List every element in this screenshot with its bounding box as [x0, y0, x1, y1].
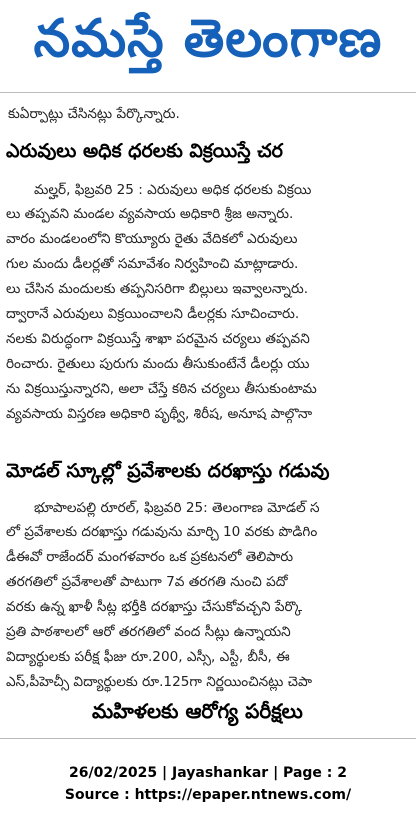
article-line: ద్వారానే ఎరువులు విక్రయించాలని డీలర్లకు సూచించారు. — [6, 306, 300, 322]
article-headline-women-health: మహిళలకు ఆరోగ్య పరీక్షలు — [92, 699, 303, 723]
article-line: తరగతిలో ప్రవేశాలతో పాటుగా 7వ తరగతి నుంచి పదో — [6, 574, 288, 590]
previous-article-tail: కుఏర్పాట్లు చేసినట్లు పేర్కొన్నారు. — [8, 106, 180, 122]
article-headline-model-school: మోడల్ స్కూల్లో ప్రవేశాలకు దరఖాస్తు గడువు — [6, 460, 330, 482]
edition-info: 26/02/2025 | Jayashankar | Page : 2 — [69, 765, 347, 781]
article-line: నలకు విరుద్ధంగా విక్రయిస్తే శాఖా పరమైన చర్యలు తప్పవని — [6, 331, 310, 347]
article-line: గుల మందు డీలర్లతో సమావేశం నిర్వహించి మాట్లాడారు. — [6, 256, 299, 272]
article-line: వారం మండలంలోని కొయ్యూరు రైతు వేదికలో ఎరువులు — [6, 231, 298, 247]
article-line: ను విక్రయిస్తున్నారని, అలా చేస్తే కఠిన చర్యలు తీసుకుంటామ — [6, 381, 317, 397]
article-line: ప్రతి పాఠశాలలో ఆరో తరగతిలో వంద సీట్లు ఉన్నాయని — [6, 624, 291, 640]
source-link[interactable]: Source : https://epaper.ntnews.com/ — [64, 787, 352, 803]
article-line: డీఈవో రాజేందర్ మంగళవారం ఒక ప్రకటనలో తెలిపారు — [6, 549, 294, 565]
article-line: లు చేసిన మందులకు తప్పనిసరిగా బిల్లులు ఇవ్వాలన్నారు. — [6, 281, 309, 297]
article-line: రించారు. రైతులు పురుగు మందు తీసుకుంటేనే డీలర్లు యు — [6, 356, 310, 372]
newspaper-masthead: నమస్తే తెలంగాణ — [33, 8, 383, 69]
article-line: విద్యార్థులకు పరీక్ష ఫీజు రూ.200, ఎస్సీ, ఎస్టీ, బీసీ, ఈ — [6, 649, 290, 665]
article-line: భూపాలపల్లి రూరల్, ఫిబ్రవరి 25: తెలంగాణ మోడల్ స — [34, 500, 320, 516]
footer-divider — [0, 738, 416, 739]
masthead-divider — [0, 92, 416, 93]
article-line: లు తప్పవని మండల వ్యవసాయ అధికారి శ్రీజ అన్నారు. — [6, 206, 294, 222]
article-line: లో ప్రవేశాలకు దరఖాస్తు గడువును మార్చి 10 వరకు పొడిగిం — [6, 524, 318, 540]
article-headline-fertilizer: ఎరువులు అధిక ధరలకు విక్రయిస్తే చర — [6, 140, 283, 162]
article-line: మల్హర్, ఫిబ్రవరి 25 : ఎరువులు అధిక ధరలకు విక్రయి — [34, 182, 312, 198]
article-line: వ్యవసాయ విస్తరణ అధికారి పృథ్వీ, శిరీష, అనూష పాల్గొనా — [6, 406, 313, 422]
article-line: వరకు ఉన్న ఖాళీ సీట్ల భర్తీకి దరఖాస్తు చేసుకోవచ్చని పేర్కొ — [6, 599, 303, 615]
article-line: ఎస్,పీహెచ్సీ విద్యార్థులకు రూ.125గా నిర్ణయించినట్లు చెపా — [6, 674, 313, 690]
